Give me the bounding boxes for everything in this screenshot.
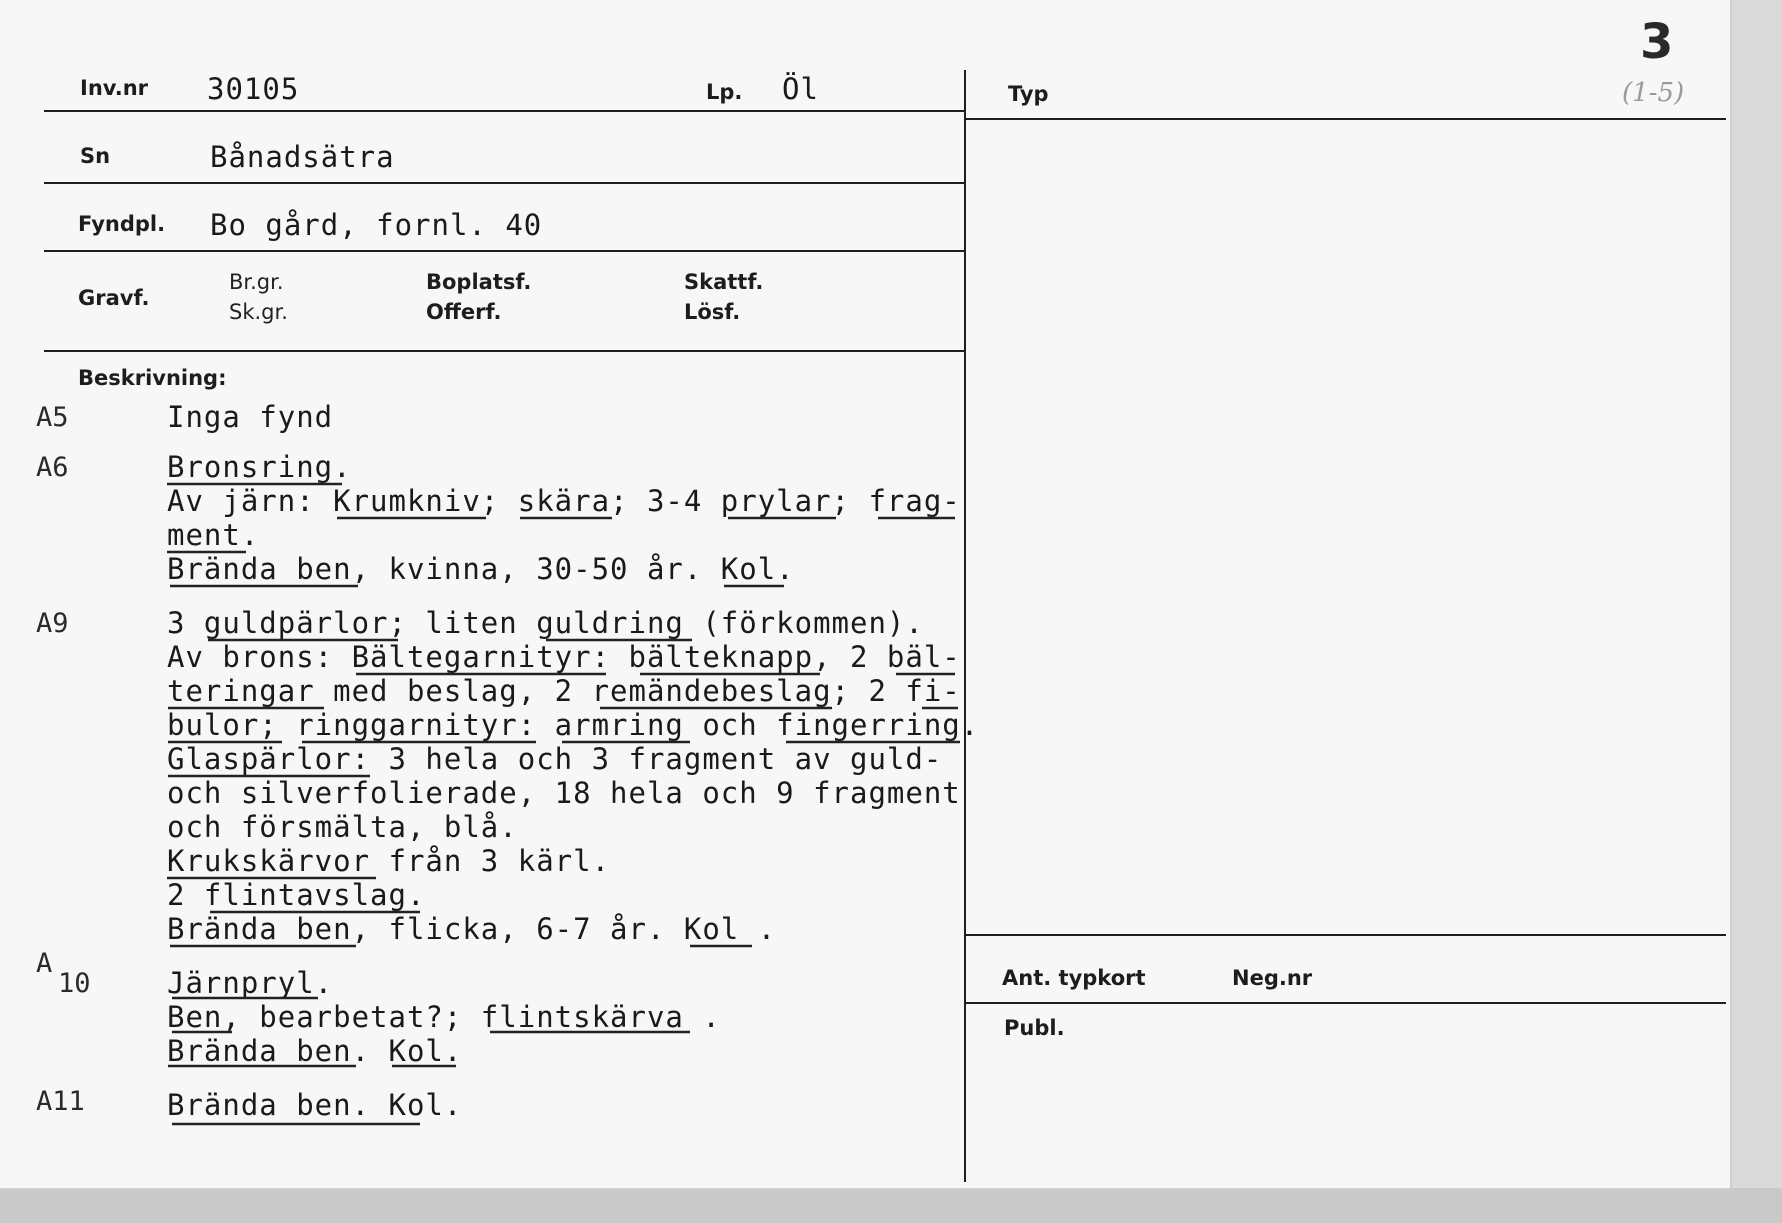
gravf-label: Gravf. <box>78 286 150 310</box>
entry-a9 <box>167 606 979 946</box>
entry-line: Brända ben, kvinna, 30-50 år. Kol. <box>167 552 795 586</box>
card-number: 3 <box>1640 14 1674 70</box>
entry-line: Krukskärvor från 3 kärl. <box>167 844 611 878</box>
offerf-label: Offerf. <box>426 300 502 324</box>
beskrivning-label: Beskrivning: <box>78 366 227 390</box>
brgr-label: Br.gr. <box>229 270 284 294</box>
entry-line: 2 flintavslag. <box>167 878 426 912</box>
fyndpl-value: Bo gård, fornl. 40 <box>210 208 543 242</box>
fyndpl-label: Fyndpl. <box>78 212 166 236</box>
sn-value: Bånadsätra <box>210 140 395 174</box>
skattf-label: Skattf. <box>684 270 764 294</box>
entry-line: Järnpryl. <box>167 966 334 1000</box>
entry-line: och försmälta, blå. <box>167 810 518 844</box>
rule-row2 <box>44 182 964 184</box>
entry-code-a11: A11 <box>36 1086 85 1117</box>
ant-typkort-label: Ant. typkort <box>1002 966 1146 990</box>
typ-label: Typ <box>1008 82 1049 106</box>
lp-label: Lp. <box>706 80 743 104</box>
entry-code-a5: A5 <box>36 402 69 433</box>
entry-line: Brända ben. Kol. <box>167 1088 463 1122</box>
entry-a11 <box>167 1088 462 1122</box>
entry-line: 3 guldpärlor; liten guldring (förkommen). <box>167 606 924 640</box>
rule-right-lower2 <box>966 1002 1726 1004</box>
entry-line: ment. <box>167 518 260 552</box>
entry-code-a10-number: 10 <box>58 968 91 999</box>
skgr-label: Sk.gr. <box>229 300 288 324</box>
rule-typ <box>966 118 1726 120</box>
entry-line: Av järn: Krumkniv; skära; 3-4 prylar; frag- <box>167 484 961 518</box>
entry-line: Inga fynd <box>167 400 334 434</box>
entry-line: Brända ben, flicka, 6-7 år. Kol . <box>167 912 777 946</box>
rule-row3 <box>44 250 964 252</box>
entry-line: Av brons: Bältegarnityr: bälteknapp, 2 bäl- <box>167 640 961 674</box>
entry-code-a9: A9 <box>36 608 69 639</box>
entry-a5 <box>167 400 333 434</box>
entry-line: och silverfolierade, 18 hela och 9 fragment <box>167 776 961 810</box>
boplatsf-label: Boplatsf. <box>426 270 532 294</box>
rule-row4 <box>44 350 964 352</box>
entry-line: bulor; ringgarnityr: armring och fingerring. <box>167 708 980 742</box>
losf-label: Lösf. <box>684 300 741 324</box>
entry-line: teringar med beslag, 2 remändebeslag; 2 fi- <box>167 674 961 708</box>
entry-a10 <box>167 966 721 1068</box>
scan-margin-right <box>1732 0 1782 1223</box>
card-range: (1-5) <box>1622 78 1685 108</box>
entry-a6 <box>167 450 961 586</box>
entry-line: Brända ben. Kol. <box>167 1034 463 1068</box>
scan-margin-bottom <box>0 1188 1782 1223</box>
entry-line: Glaspärlor: 3 hela och 3 fragment av guld- <box>167 742 943 776</box>
rule-row1 <box>44 110 964 112</box>
entry-code-a6: A6 <box>36 452 69 483</box>
sn-label: Sn <box>80 144 111 168</box>
entry-line: Ben, bearbetat?; flintskärva . <box>167 1000 721 1034</box>
publ-label: Publ. <box>1004 1016 1065 1040</box>
entry-code-a10-letter: A <box>36 948 53 979</box>
inv-nr-label: Inv.nr <box>80 76 149 100</box>
lp-value: Öl <box>782 72 819 106</box>
neg-nr-label: Neg.nr <box>1232 966 1313 990</box>
inv-nr-value: 30105 <box>207 72 300 106</box>
rule-right-lower1 <box>966 934 1726 936</box>
entry-line: Bronsring. <box>167 450 352 484</box>
